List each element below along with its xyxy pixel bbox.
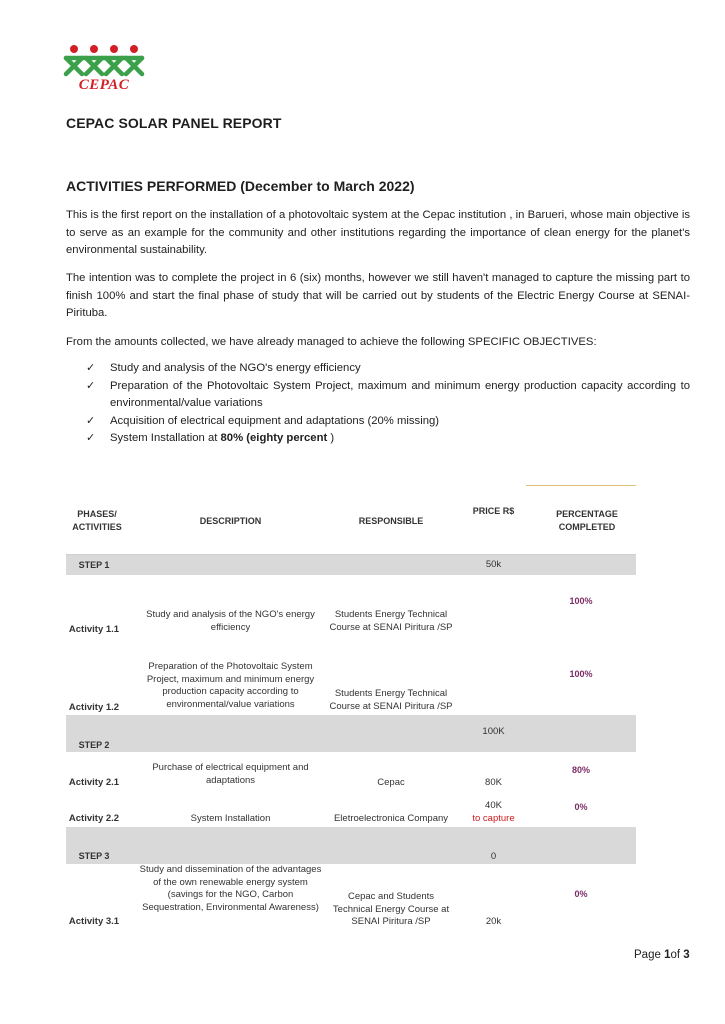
cepac-logo	[62, 44, 146, 98]
list-item: ✓ Preparation of the Photovoltaic System Project, maximum and minimum energy production capacity according to environmental/value variations	[86, 379, 690, 409]
price-note: to capture	[472, 813, 515, 824]
step-label: STEP 3	[78, 851, 110, 861]
activity-label: Activity 1.1	[68, 624, 120, 635]
step-label: STEP 2	[78, 740, 110, 750]
step-price: 0	[490, 851, 497, 862]
activity-responsible: Cepac and Students Technical Energy Course at SENAI Piritura /SP	[332, 891, 450, 927]
activity-label: Activity 1.2	[68, 702, 120, 713]
activity-responsible: Cepac	[377, 777, 405, 788]
table-row	[66, 753, 636, 793]
page-number: Page 1of 3	[634, 949, 690, 961]
objectives-list	[66, 360, 690, 448]
divider	[526, 485, 636, 486]
percentage-completed: 100%	[569, 596, 593, 606]
table-row	[66, 864, 636, 934]
activity-label: Activity 2.2	[68, 813, 120, 824]
percentage-completed: 80%	[571, 765, 590, 775]
activity-description: Purchase of electrical equipment and adaptations	[152, 762, 309, 786]
activity-responsible: Students Energy Technical Course at SENAI Piritura /SP	[329, 609, 453, 633]
table-row	[66, 555, 636, 575]
check-icon: ✓	[86, 432, 96, 444]
activity-description: Preparation of the Photovoltaic System Project, maximum and minimum energy production capacity according to environmental/value variations	[146, 661, 315, 710]
activity-price: 20k	[485, 916, 502, 927]
list-item: ✓ Study and analysis of the NGO's energy efficiency	[66, 360, 690, 378]
check-icon: ✓	[86, 362, 96, 374]
header-price: PRICE R$	[472, 506, 515, 516]
table-row	[66, 794, 636, 826]
logo-text: CEPAC	[78, 77, 130, 93]
paragraph-intro: This is the first report on the installation of a photovoltaic system at the Cepac institution , in Barueri, whose main objective is to serve as an example for the community and other institutions regarding the importance of clean energy for the planet's environmental sustainability.	[66, 209, 690, 256]
check-icon: ✓	[86, 379, 96, 392]
table-row	[66, 576, 636, 642]
activity-price: 80K	[485, 777, 502, 788]
activity-label: Activity 3.1	[68, 916, 120, 927]
table-row	[66, 715, 636, 752]
header-description: DESCRIPTION	[199, 516, 262, 526]
activity-description: System Installation	[190, 813, 271, 824]
activity-description: Study and analysis of the NGO's energy efficiency	[146, 609, 315, 633]
percentage-completed: 0%	[574, 802, 588, 812]
step-price: 50k	[485, 559, 502, 570]
percentage-completed: 0%	[574, 889, 588, 899]
check-icon: ✓	[86, 414, 96, 427]
report-title: CEPAC SOLAR PANEL REPORT	[66, 115, 282, 131]
list-item: ✓ Acquisition of electrical equipment and adaptations (20% missing)	[66, 413, 690, 431]
percentage-completed: 100%	[569, 669, 593, 679]
step-label: STEP 1	[78, 560, 110, 570]
activity-description: Study and dissemination of the advantages of the own renewable energy system (savings for the NGO, Carbon Sequestration, Environmental Awareness)	[139, 864, 322, 913]
table-row	[66, 642, 636, 714]
list-item: ✓ System Installation at 80% (eighty percent )	[66, 430, 690, 448]
activity-price: 40K	[485, 800, 502, 811]
paragraph-intention: The intention was to complete the project in 6 (six) months, however we still haven't managed to capture the missing part to finish 100% and start the final phase of study that will be carried out by students of the Electric Energy Course at SENAI-Pirituba.	[66, 272, 690, 319]
header-percentage: PERCENTAGE COMPLETED	[556, 509, 618, 532]
step-price: 100K	[482, 726, 505, 737]
table-row	[66, 827, 636, 864]
section-heading: ACTIVITIES PERFORMED (December to March 2022)	[66, 178, 415, 194]
paragraph-objectives-lead: From the amounts collected, we have already managed to achieve the following SPECIFIC OBJECTIVES:	[66, 336, 597, 348]
activity-responsible: Students Energy Technical Course at SENAI Piritura /SP	[329, 688, 453, 712]
header-responsible: RESPONSIBLE	[358, 516, 424, 526]
activity-responsible: Eletroelectronica Company	[333, 813, 449, 824]
people-chain-icon	[62, 44, 146, 80]
activity-label: Activity 2.1	[68, 777, 120, 788]
header-phases: PHASES/ ACTIVITIES	[72, 509, 122, 532]
